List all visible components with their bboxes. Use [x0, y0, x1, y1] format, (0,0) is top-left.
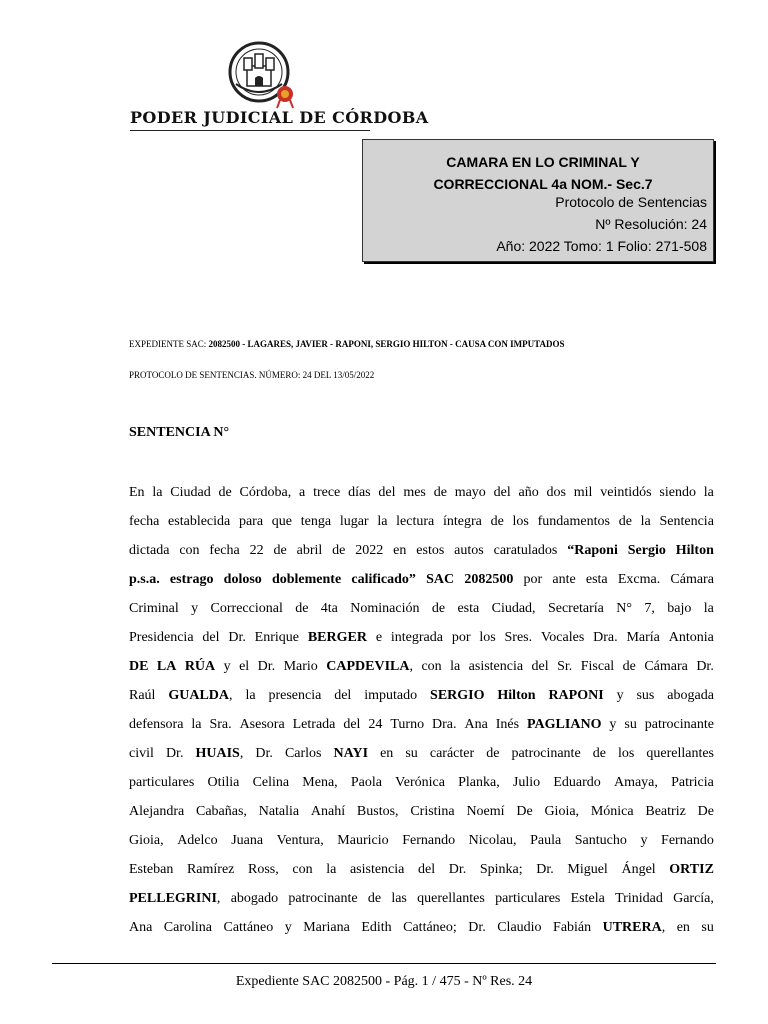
body-word: de — [486, 746, 500, 761]
body-word: Cattáneo; — [403, 920, 457, 935]
body-word: particulares — [495, 891, 561, 906]
body-word: Trinidad — [615, 891, 663, 906]
body-word: por — [523, 572, 543, 587]
body-word: Nicolau, — [468, 833, 517, 848]
body-word: Bustos, — [356, 804, 399, 819]
expediente-line — [129, 339, 564, 349]
body-word: la — [245, 688, 256, 703]
body-word: Planka, — [458, 775, 500, 790]
body-word: de — [618, 514, 632, 529]
body-word: de — [367, 891, 382, 906]
body-word: abril — [296, 543, 323, 558]
body-word: del — [202, 630, 220, 645]
body-word: Dr. — [536, 862, 554, 877]
body-word: ante — [552, 572, 576, 587]
body-word: Turno — [390, 717, 425, 732]
body-word: Hilton — [497, 688, 536, 703]
body-word: Carolina — [163, 920, 213, 935]
body-word: la — [450, 659, 461, 674]
body-word: Alejandra — [129, 804, 185, 819]
body-word: Inés — [495, 717, 520, 732]
header-divider — [130, 130, 370, 131]
body-word: del — [417, 862, 436, 877]
body-word: del — [493, 485, 511, 500]
body-word: Raúl — [129, 688, 156, 703]
body-word: Paola — [350, 775, 382, 790]
body-word: de — [218, 485, 232, 500]
body-word: tenga — [300, 514, 332, 529]
body-word: RAPONI — [548, 688, 604, 703]
body-word: de — [592, 746, 606, 761]
body-word: Miguel — [567, 862, 608, 877]
body-word: Ciudad — [170, 485, 211, 500]
body-word: asistencia — [349, 862, 405, 877]
body-word: en — [676, 920, 690, 935]
body-word: N° — [616, 601, 632, 616]
body-word: y — [609, 717, 617, 732]
body-word: autos — [454, 543, 484, 558]
body-word: bajo — [667, 601, 692, 616]
body-word: estos — [416, 543, 445, 558]
body-word: Cámara — [644, 659, 688, 674]
expediente-value: 2082500 - LAGARES, JAVIER - RAPONI, SERGIO HILTON - CAUSA CON IMPUTADOS — [208, 339, 565, 349]
body-word: esta — [457, 601, 480, 616]
body-word: Beatriz — [645, 804, 686, 819]
body-word: patrocinante — [288, 891, 358, 906]
body-word: 22 — [249, 543, 264, 558]
body-word: sus — [636, 688, 655, 703]
body-word: DE — [129, 659, 149, 674]
body-word: imputado — [364, 688, 418, 703]
body-word: p.s.a. — [129, 572, 160, 587]
body-word: de — [431, 601, 446, 616]
body-word: la — [152, 485, 163, 500]
body-word: de — [490, 514, 504, 529]
body-word: Mauricio — [337, 833, 389, 848]
body-word: mayo — [454, 485, 486, 500]
body-word: Ángel — [621, 862, 656, 877]
body-word: del — [343, 717, 361, 732]
body-word: Nominación — [350, 601, 420, 616]
body-word: lugar — [339, 514, 369, 529]
body-word: doblemente — [271, 572, 342, 587]
body-word: Cámara — [670, 572, 714, 587]
body-word: Patricia — [671, 775, 714, 790]
body-word: Sra. — [209, 717, 232, 732]
body-word: Dr. — [696, 659, 714, 674]
body-word: particulares — [129, 775, 195, 790]
body-word: con — [179, 543, 200, 558]
body-word: del — [378, 485, 396, 500]
body-word: CAPDEVILA, — [326, 659, 413, 674]
body-word: Eduardo — [553, 775, 601, 790]
body-word: Mónica — [590, 804, 634, 819]
body-word: García, — [673, 891, 714, 906]
body-word: Esteban — [129, 862, 174, 877]
body-word: GUALDA, — [168, 688, 233, 703]
body-word: Criminal — [129, 601, 179, 616]
body-line — [129, 681, 714, 710]
body-word: querellantes — [646, 746, 714, 761]
body-word: Fernando — [661, 833, 714, 848]
body-word: Ana — [129, 920, 153, 935]
body-word: 4ta — [320, 601, 338, 616]
body-word: defensora — [129, 717, 184, 732]
body-word: Paula — [530, 833, 562, 848]
body-word: la — [326, 862, 337, 877]
body-word: Secretaría — [547, 601, 604, 616]
body-word: BERGER — [307, 630, 367, 645]
body-word: Fabián — [553, 920, 592, 935]
body-word: calificado” — [351, 572, 416, 587]
body-word: a — [299, 485, 306, 500]
body-word: NAYI — [333, 746, 369, 761]
organization-name: PODER JUDICIAL DE CÓRDOBA — [130, 108, 429, 127]
body-line — [129, 594, 714, 623]
court-name — [363, 151, 713, 195]
body-word: siendo — [659, 485, 696, 500]
body-word: Ventura, — [276, 833, 324, 848]
body-word: querellantes — [417, 891, 485, 906]
body-word: Carlos — [284, 746, 322, 761]
body-word: SERGIO — [430, 688, 485, 703]
body-word: Noemí — [466, 804, 505, 819]
body-word: estrago — [169, 572, 214, 587]
body-word: Sr. — [557, 659, 573, 674]
body-word: Julio — [512, 775, 541, 790]
body-word: veintidós — [600, 485, 652, 500]
body-word: Dr. — [255, 746, 273, 761]
body-word: y — [284, 920, 292, 935]
body-word: Spinka; — [479, 862, 523, 877]
body-word: PELLEGRINI, — [129, 891, 221, 906]
body-word: patrocinante — [511, 746, 581, 761]
body-word: las — [391, 891, 407, 906]
body-word: Sentencia — [659, 514, 714, 529]
body-word: Dra. — [432, 717, 457, 732]
body-word: Sres. — [504, 630, 533, 645]
body-word: Mena, — [302, 775, 338, 790]
body-word: y — [616, 688, 624, 703]
protocol-label: Protocolo de Sentencias — [555, 194, 707, 210]
body-word: los — [617, 746, 635, 761]
body-word: Cristina — [410, 804, 455, 819]
footer-divider — [52, 963, 716, 964]
body-word: del — [531, 659, 549, 674]
body-word: asistencia — [468, 659, 524, 674]
body-word: De — [516, 804, 533, 819]
body-word: En — [129, 485, 145, 500]
court-name-line2: CORRECCIONAL 4a NOM.- Sec.7 — [433, 176, 653, 192]
body-word: 2022 — [355, 543, 384, 558]
body-word: los — [512, 514, 529, 529]
body-word: presencia — [268, 688, 322, 703]
body-word: Fiscal — [580, 659, 615, 674]
body-word: Asesora — [239, 717, 285, 732]
body-word: fundamentos — [537, 514, 610, 529]
body-word: mil — [573, 485, 593, 500]
body-word: establecida — [168, 514, 231, 529]
body-word: abogado — [230, 891, 279, 906]
body-word: y — [223, 659, 231, 674]
body-word: íntegra — [442, 514, 482, 529]
body-word: Mario — [283, 659, 318, 674]
body-word: Dra. — [593, 630, 618, 645]
body-word: Gioia, — [544, 804, 580, 819]
body-word: Cabañas, — [195, 804, 247, 819]
body-word: del — [334, 688, 352, 703]
body-line — [129, 768, 714, 797]
body-word: abogada — [667, 688, 714, 703]
body-word: Gioia, — [129, 833, 164, 848]
body-word: su — [624, 717, 637, 732]
body-line — [129, 913, 714, 942]
body-word: Presidencia — [129, 630, 194, 645]
body-word: con — [421, 659, 442, 674]
body-word: que — [271, 514, 293, 529]
sentence-title: SENTENCIA N° — [129, 425, 230, 440]
body-word: por — [451, 630, 471, 645]
body-word: Amaya, — [613, 775, 658, 790]
body-word: doloso — [223, 572, 262, 587]
body-line — [129, 797, 714, 826]
body-line — [129, 478, 714, 507]
body-word: e — [375, 630, 383, 645]
body-word: Dr. — [228, 630, 246, 645]
body-word: de — [332, 543, 346, 558]
body-line — [129, 565, 714, 594]
body-word: de — [273, 543, 287, 558]
body-word: Mariana — [303, 920, 350, 935]
body-word: Enrique — [254, 630, 299, 645]
body-word: De — [697, 804, 714, 819]
body-word: en — [380, 746, 394, 761]
body-word: Antonia — [668, 630, 714, 645]
body-word: Cattáneo — [223, 920, 274, 935]
body-word: LA — [156, 659, 177, 674]
body-line — [129, 507, 714, 536]
body-word: y — [191, 601, 199, 616]
body-word: carácter — [429, 746, 475, 761]
body-word: Dr. — [448, 862, 467, 877]
body-line — [129, 884, 714, 913]
body-word: mes — [403, 485, 426, 500]
body-word: en — [393, 543, 407, 558]
body-word: Verónica — [395, 775, 445, 790]
body-line — [129, 739, 714, 768]
body-word: Santucho — [574, 833, 627, 848]
year-tome-folio: Año: 2022 Tomo: 1 Folio: 271-508 — [496, 238, 707, 254]
body-line — [129, 826, 714, 855]
body-word: Dr. — [257, 659, 276, 674]
body-word: Juana — [231, 833, 264, 848]
body-word: fecha — [209, 543, 240, 558]
body-word: 2082500 — [464, 572, 514, 587]
body-word: fecha — [129, 514, 160, 529]
body-word: la — [191, 717, 202, 732]
body-word: los — [479, 630, 496, 645]
body-word: Dr. — [468, 920, 486, 935]
body-word: el — [239, 659, 250, 674]
body-word: dictada — [129, 543, 170, 558]
body-line — [129, 855, 714, 884]
body-word: con — [292, 862, 313, 877]
body-word: trece — [313, 485, 341, 500]
body-word: PAGLIANO — [527, 717, 602, 732]
body-word: la — [703, 485, 714, 500]
body-word: ORTIZ — [669, 862, 714, 877]
body-word: Adelco — [177, 833, 218, 848]
protocolo-line: PROTOCOLO DE SENTENCIAS. NÚMERO: 24 DEL 13/05/2022 — [129, 370, 375, 380]
body-word: Sergio — [627, 543, 666, 558]
body-word: Claudio — [497, 920, 542, 935]
body-word: Dr. — [165, 746, 184, 761]
body-word: la — [377, 514, 388, 529]
body-word: Anahí — [310, 804, 346, 819]
body-word: año — [518, 485, 539, 500]
body-word: de — [295, 601, 309, 616]
body-word: Letrada — [292, 717, 336, 732]
page-footer: Expediente SAC 2082500 - Pág. 1 / 475 - Nº Res. 24 — [235, 974, 533, 989]
body-word: la — [703, 601, 714, 616]
body-word: lectura — [396, 514, 435, 529]
resolution-number: Nº Resolución: 24 — [595, 216, 707, 232]
body-word: HUAIS, — [195, 746, 244, 761]
body-word: Ciudad, — [491, 601, 536, 616]
body-word: Vocales — [540, 630, 585, 645]
body-word: Celina — [252, 775, 290, 790]
body-word: Hilton — [675, 543, 714, 558]
body-word: Ramírez — [186, 862, 235, 877]
body-word: SAC — [426, 572, 455, 587]
body-word: Excma. — [617, 572, 661, 587]
body-word: Correccional — [210, 601, 283, 616]
court-name-line1: CAMARA EN LO CRIMINAL Y — [446, 154, 640, 170]
body-word: “Raponi — [567, 543, 618, 558]
body-word: Natalia — [258, 804, 300, 819]
expediente-label: EXPEDIENTE SAC: — [129, 339, 209, 349]
body-word: Edith — [361, 920, 392, 935]
body-line — [129, 536, 714, 565]
body-word: Estela — [570, 891, 605, 906]
body-word: esta — [585, 572, 608, 587]
body-word: caratulados — [493, 543, 558, 558]
court-info-box — [362, 139, 714, 262]
body-word: Otilia — [207, 775, 240, 790]
body-word: María — [626, 630, 660, 645]
body-word: su — [701, 920, 714, 935]
body-line — [129, 623, 714, 652]
body-word: de — [433, 485, 447, 500]
body-line — [129, 652, 714, 681]
body-word: dos — [546, 485, 566, 500]
body-word: civil — [129, 746, 154, 761]
body-word: patrocinante — [644, 717, 714, 732]
body-word: 7, — [644, 601, 655, 616]
body-word: y — [640, 833, 648, 848]
body-word: Ross, — [248, 862, 279, 877]
body-word: UTRERA, — [602, 920, 666, 935]
body-word: integrada — [390, 630, 443, 645]
body-word: 24 — [368, 717, 383, 732]
body-word: Córdoba, — [239, 485, 292, 500]
body-word: de — [622, 659, 636, 674]
body-word: RÚA — [184, 659, 216, 674]
sentence-body — [129, 478, 714, 942]
body-line — [129, 710, 714, 739]
body-word: la — [640, 514, 651, 529]
body-word: para — [238, 514, 264, 529]
body-word: su — [405, 746, 418, 761]
body-word: Fernando — [402, 833, 456, 848]
court-seal-logo — [222, 40, 302, 110]
body-word: Ana — [464, 717, 488, 732]
body-word: días — [348, 485, 371, 500]
